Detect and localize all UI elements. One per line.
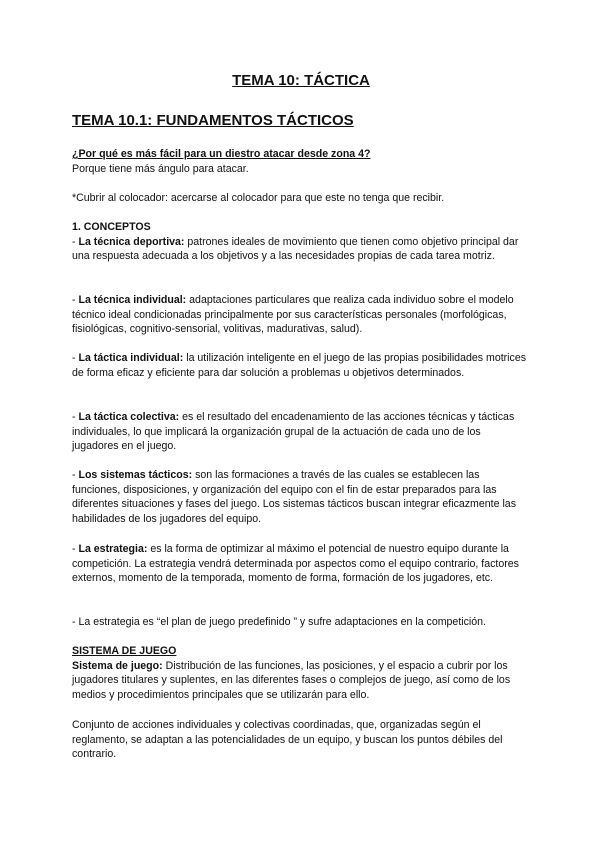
note-text: *Cubrir al colocador: acercarse al colocador para que este no tenga que recibir. — [72, 192, 445, 204]
conceptos-heading: 1. CONCEPTOS — [72, 221, 151, 233]
concepto-block-2 — [72, 293, 530, 337]
sistema-heading: SISTEMA DE JUEGO — [72, 645, 177, 657]
concepto-item: - La técnica individual: adaptaciones particulares que realiza cada individuo sobre el modelo técnico ideal condicionadas principalmente por sus características personales (morfológicas, fisiológicas, cognitivo-sensorial, volitivas, madurativas, salud). — [72, 294, 514, 336]
concepto-item: - La táctica individual: la utilización inteligente en el juego de las propias posibilidades motrices de forma eficaz y eficiente para dar solución a problemas u objetivos determinados. — [72, 352, 527, 379]
concepto-block-3 — [72, 351, 530, 380]
concepto-block-6 — [72, 542, 530, 586]
estrategia-note-block — [72, 615, 530, 630]
sistema-block — [72, 644, 530, 702]
estrategia-note: - La estrategia es “el plan de juego predefinido ” y sufre adaptaciones en la competición. — [72, 616, 486, 628]
concepto-item: - La técnica deportiva: patrones ideales de movimiento que tienen como objetivo principal dar una respuesta adecuada a los objetivos y a las necesidades propias de cada tarea motriz. — [72, 235, 519, 263]
question-block — [72, 147, 530, 176]
document-title: TEMA 10: TÁCTICA — [232, 72, 370, 89]
answer-text: Porque tiene más ángulo para atacar. — [72, 162, 249, 175]
sistema-definition: Sistema de juego: Distribución de las funciones, las posiciones, y el espacio a cubrir por los jugadores titulares y suplentes, en las diferentes fases o complejos de juego, así como de los medios y procedimientos principales que se utilizarán para ello. — [72, 659, 511, 701]
concepto-block-1 — [72, 220, 530, 264]
concepto-item: - La táctica colectiva: es el resultado del encadenamiento de las acciones técnicas y tácticas individuales, lo que implicará la organización grupal de la actuación de cada uno de los jugadores en el juego. — [72, 411, 515, 453]
question-text: ¿Por qué es más fácil para un diestro atacar desde zona 4? — [72, 148, 371, 160]
concepto-item: - La estrategia: es la forma de optimizar al máximo el potencial de nuestro equipo durante la competición. La estrategia vendrá determinada por aspectos como el equipo contrario, factores externos, momento de la temporada, momento de forma, formación de los jugadores, etc. — [72, 543, 519, 585]
concepto-block-5 — [72, 468, 530, 526]
conjunto-text: Conjunto de acciones individuales y colectivas coordinadas, que, organizadas según el reglamento, se adaptan a las potencialidades de un equipo, y buscan los puntos débiles del contrario. — [72, 719, 503, 761]
section-title: TEMA 10.1: FUNDAMENTOS TÁCTICOS — [72, 112, 354, 129]
note-block — [72, 191, 530, 206]
concepto-item: - Los sistemas tácticos: son las formaciones a través de las cuales se establecen las funciones, disposiciones, y organización del equipo con el fin de estar preparados para las diferentes situaciones y fases del juego. Los sistemas tácticos buscan integrar eficazmente las habilidades de los jugadores del equipo. — [72, 469, 516, 525]
conjunto-block — [72, 718, 530, 762]
concepto-block-4 — [72, 410, 530, 454]
